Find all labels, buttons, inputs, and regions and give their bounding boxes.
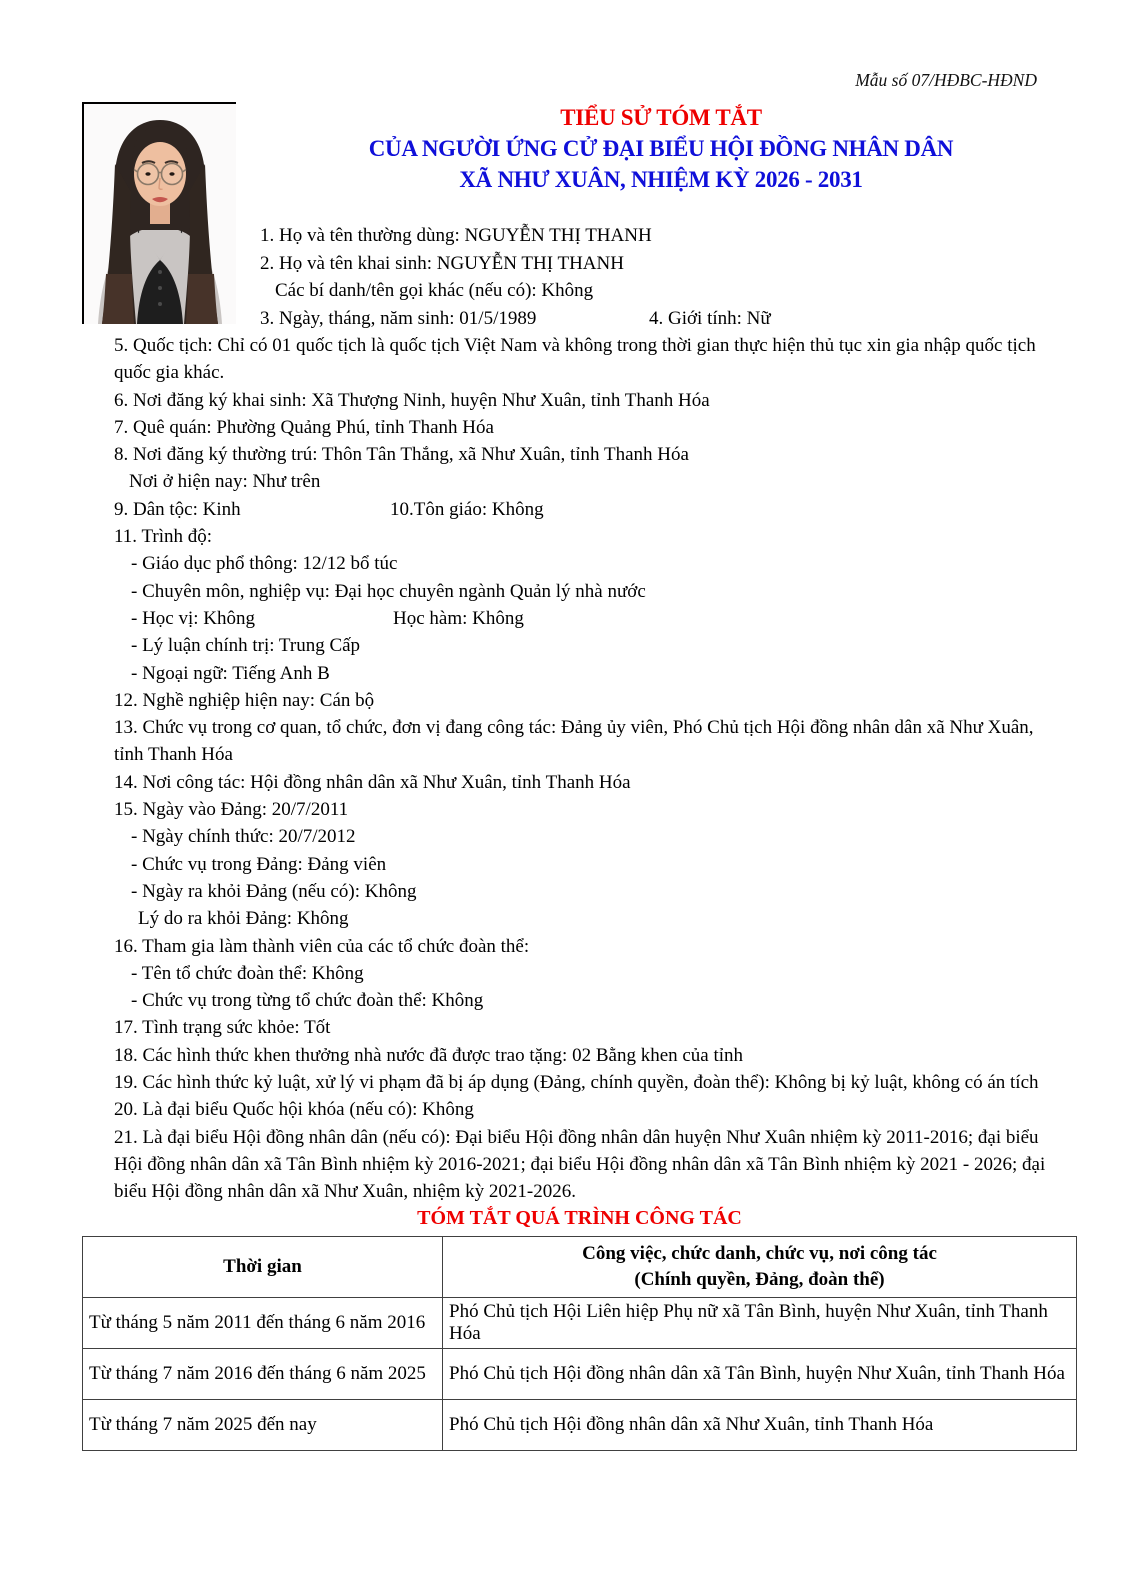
bio-item-15-leave: - Ngày ra khỏi Đảng (nếu có): Không xyxy=(131,880,417,902)
bio-item-11-education: - Giáo dục phổ thông: 12/12 bổ túc xyxy=(131,553,398,575)
bio-item-9-10-line xyxy=(114,496,1050,523)
column-header-position-line1: Công việc, chức danh, chức vụ, nơi công tác xyxy=(582,1243,937,1264)
bio-item-18: 18. Các hình thức khen thưởng nhà nước đã được trao tặng: 02 Bằng khen của tỉnh xyxy=(114,1044,744,1066)
bio-item-10: 10.Tôn giáo: Không xyxy=(390,498,544,520)
table-row xyxy=(83,1400,1077,1451)
field-name-common: 1. Họ và tên thường dùng: NGUYỄN THỊ THANH xyxy=(260,225,652,246)
bio-item-16: 16. Tham gia làm thành viên của các tổ chức đoàn thể: xyxy=(114,935,530,957)
candidate-photo xyxy=(82,102,236,324)
column-header-period: Thời gian xyxy=(83,1237,443,1298)
bio-item-6: 6. Nơi đăng ký khai sinh: Xã Thượng Ninh, huyện Như Xuân, tỉnh Thanh Hóa xyxy=(114,389,710,411)
bio-item-11-politics: - Lý luận chính trị: Trung Cấp xyxy=(131,635,361,657)
cell-position: Phó Chủ tịch Hội đồng nhân dân xã Tân Bình, huyện Như Xuân, tỉnh Thanh Hóa xyxy=(443,1349,1077,1400)
bio-item-19: 19. Các hình thức kỷ luật, xử lý vi phạm đã bị áp dụng (Đảng, chính quyền, đoàn thể): Không bị kỷ luật, không có án tích xyxy=(114,1072,1039,1094)
portrait-photo-icon xyxy=(84,104,236,324)
bio-item-11-degree: - Học vị: Không xyxy=(131,607,256,629)
bio-item-15-role: - Chức vụ trong Đảng: Đảng viên xyxy=(131,853,387,875)
form-number: Mẫu số 07/HĐBC-HĐND xyxy=(855,70,1037,90)
table-row xyxy=(83,1349,1077,1400)
bio-item-11-language: - Ngoại ngữ: Tiếng Anh B xyxy=(131,662,330,684)
bio-item-16-org-name: - Tên tổ chức đoàn thể: Không xyxy=(131,962,364,984)
field-name-birth: 2. Họ và tên khai sinh: NGUYỄN THỊ THANH xyxy=(260,252,624,274)
bio-item-7: 7. Quê quán: Phường Quảng Phú, tỉnh Thanh Hóa xyxy=(114,416,494,438)
document-subtitle-2: XÃ NHƯ XUÂN, NHIỆM KỲ 2026 - 2031 xyxy=(459,167,863,192)
document-title: TIỂU SỬ TÓM TẮT xyxy=(560,105,762,130)
bio-item-20: 20. Là đại biểu Quốc hội khóa (nếu có): Không xyxy=(114,1099,474,1121)
column-header-position-line2: (Chính quyền, Đảng, đoàn thể) xyxy=(634,1269,885,1290)
identity-fields xyxy=(260,222,1062,332)
work-history-table xyxy=(82,1236,1077,1451)
bio-item-16-org-role: - Chức vụ trong từng tổ chức đoàn thể: Không xyxy=(131,990,484,1012)
bio-item-11: 11. Trình độ: xyxy=(114,526,213,548)
bio-list xyxy=(114,332,1050,1206)
cell-period: Từ tháng 5 năm 2011 đến tháng 6 năm 2016 xyxy=(83,1298,443,1349)
cell-period: Từ tháng 7 năm 2016 đến tháng 6 năm 2025 xyxy=(83,1349,443,1400)
document-header xyxy=(82,102,1062,332)
field-gender: 4. Giới tính: Nữ xyxy=(649,307,771,329)
field-dob-gender-line xyxy=(260,305,1062,333)
cell-position: Phó Chủ tịch Hội đồng nhân dân xã Như Xuân, tỉnh Thanh Hóa xyxy=(443,1400,1077,1451)
bio-item-15-reason: Lý do ra khỏi Đảng: Không xyxy=(138,908,349,930)
document-subtitle-1: CỦA NGƯỜI ỨNG CỬ ĐẠI BIỂU HỘI ĐỒNG NHÂN DÂN xyxy=(368,136,954,161)
bio-item-9: 9. Dân tộc: Kinh xyxy=(114,498,241,520)
bio-item-11-profession: - Chuyên môn, nghiệp vụ: Đại học chuyên ngành Quản lý nhà nước xyxy=(131,580,646,602)
bio-item-11-academic-title: Học hàm: Không xyxy=(393,607,524,629)
bio-item-15: 15. Ngày vào Đảng: 20/7/2011 xyxy=(114,799,349,821)
bio-item-14: 14. Nơi công tác: Hội đồng nhân dân xã Như Xuân, tỉnh Thanh Hóa xyxy=(114,771,631,793)
bio-item-15-official: - Ngày chính thức: 20/7/2012 xyxy=(131,826,356,848)
header-right-column xyxy=(236,102,1062,332)
cell-period: Từ tháng 7 năm 2025 đến nay xyxy=(83,1400,443,1451)
bio-item-12: 12. Nghề nghiệp hiện nay: Cán bộ xyxy=(114,689,375,711)
table-row xyxy=(83,1298,1077,1349)
work-history-section xyxy=(82,1206,1077,1451)
table-header-row xyxy=(83,1237,1077,1298)
bio-item-13: 13. Chức vụ trong cơ quan, tổ chức, đơn vị đang công tác: Đảng ủy viên, Phó Chủ tịch Hội đồng nhân dân xã Như Xuân, tỉnh Thanh Hóa xyxy=(114,717,1034,766)
bio-item-17: 17. Tình trạng sức khỏe: Tốt xyxy=(114,1017,331,1039)
field-aliases: Các bí danh/tên gọi khác (nếu có): Không xyxy=(275,280,594,301)
work-history-heading: TÓM TẮT QUÁ TRÌNH CÔNG TÁC xyxy=(417,1207,742,1229)
bio-item-21: 21. Là đại biểu Hội đồng nhân dân (nếu có): Đại biểu Hội đồng nhân dân huyện Như Xuân nhiệm kỳ 2011-2016; đại biểu Hội đồng nhân dân xã Tân Bình nhiệm kỳ 2016-2021; đại biểu Hội đồng nhân dân xã Tân Bình nhiệm kỳ 2021 - 2026; đại biểu Hội đồng nhân dân xã Như Xuân, nhiệm kỳ 2021-2026. xyxy=(114,1126,1046,1203)
field-dob: 3. Ngày, tháng, năm sinh: 01/5/1989 xyxy=(260,307,537,329)
bio-item-11-degree-line xyxy=(114,605,1050,632)
bio-item-8-residence: Nơi ở hiện nay: Như trên xyxy=(129,471,321,493)
column-header-position xyxy=(443,1237,1077,1298)
bio-item-5: 5. Quốc tịch: Chỉ có 01 quốc tịch là quốc tịch Việt Nam và không trong thời gian thực hiện thủ tục xin gia nhập quốc tịch quốc gia khác. xyxy=(114,335,1036,384)
cell-position: Phó Chủ tịch Hội Liên hiệp Phụ nữ xã Tân Bình, huyện Như Xuân, tỉnh Thanh Hóa xyxy=(443,1298,1077,1349)
bio-item-8: 8. Nơi đăng ký thường trú: Thôn Tân Thắng, xã Như Xuân, tỉnh Thanh Hóa xyxy=(114,444,689,466)
